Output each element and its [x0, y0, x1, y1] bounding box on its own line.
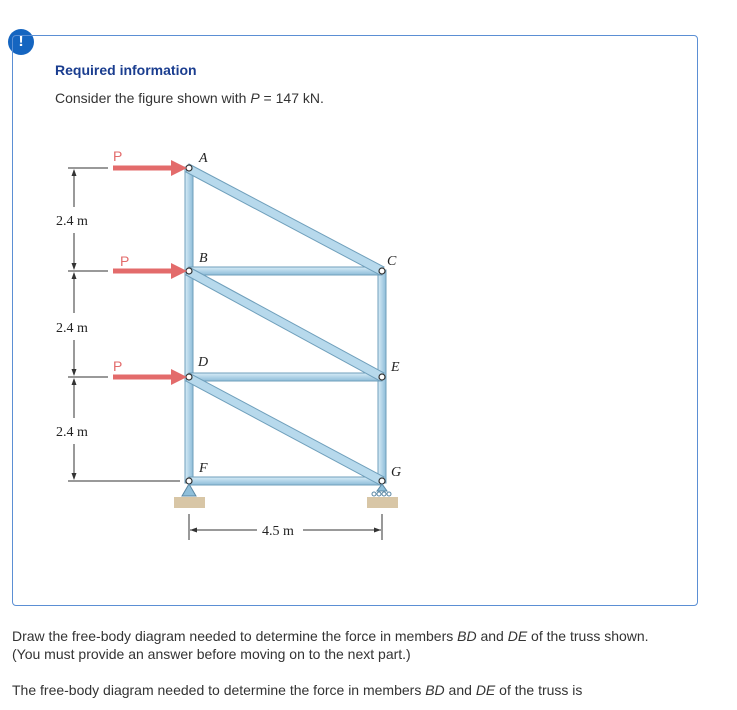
- question-note: (You must provide an answer before moving on to the next part.): [12, 646, 411, 662]
- answer-member-de: DE: [475, 682, 496, 698]
- member-be: [186, 267, 384, 381]
- answer-prompt: [12, 682, 582, 698]
- member-de: [189, 373, 382, 381]
- answer-part-b: of the truss is: [495, 682, 583, 698]
- required-information-title: Required information: [55, 62, 197, 78]
- load-label-b: P: [120, 253, 130, 269]
- member-bc: [189, 267, 382, 275]
- joint-label-c: C: [387, 254, 397, 269]
- member-fg: [189, 477, 382, 485]
- load-arrow-d: [113, 369, 187, 385]
- dimension-label-width: 4.5 m: [262, 524, 294, 539]
- load-arrows: [113, 160, 187, 385]
- truss-members: [185, 164, 386, 485]
- pin-g: [379, 478, 385, 484]
- pin-support-f: [174, 484, 205, 508]
- question-part-b: of the truss shown.: [527, 628, 649, 644]
- member-ac: [186, 164, 384, 275]
- dimension-label-df: 2.4 m: [56, 425, 88, 440]
- alert-icon: !: [8, 29, 34, 55]
- load-label-d: P: [113, 358, 123, 374]
- dimension-label-bd: 2.4 m: [56, 321, 88, 336]
- statement-suffix: = 147 kN.: [259, 90, 324, 106]
- pin-e: [379, 374, 385, 380]
- load-label-a: P: [113, 148, 123, 164]
- question-and: and: [476, 628, 508, 644]
- joint-label-f: F: [199, 461, 208, 476]
- pin-c: [379, 268, 385, 274]
- member-bd-label: BD: [457, 628, 477, 644]
- joint-label-e: E: [391, 360, 400, 375]
- question-part-a: Draw the free-body diagram needed to determine the force in members: [12, 628, 458, 644]
- member-dg: [186, 373, 384, 485]
- joint-label-d: D: [198, 355, 209, 370]
- joint-label-b: B: [199, 251, 208, 266]
- question-text: [12, 627, 734, 663]
- answer-part-a: The free-body diagram needed to determine the force in members: [12, 682, 426, 698]
- load-arrow-a: [113, 160, 187, 176]
- answer-and: and: [444, 682, 476, 698]
- answer-member-bd: BD: [425, 682, 445, 698]
- dimension-label-ab: 2.4 m: [56, 214, 88, 229]
- joint-label-a: A: [199, 151, 208, 166]
- statement-variable: P: [250, 90, 260, 106]
- statement-prefix: Consider the figure shown with: [55, 90, 251, 106]
- roller-support-g: [367, 484, 398, 508]
- joint-label-g: G: [391, 465, 402, 480]
- member-de-label: DE: [507, 628, 528, 644]
- member-af: [185, 167, 193, 483]
